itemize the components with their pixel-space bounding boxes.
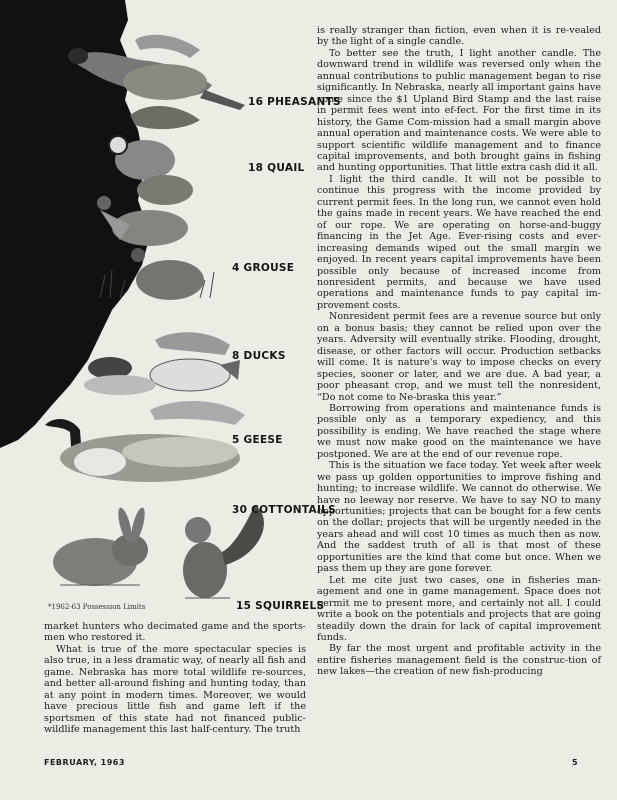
game-limits-illustration xyxy=(0,0,341,620)
limit-label-pheasants: 16 PHEASANTS xyxy=(248,96,341,108)
paragraph: I light the third candle. It will not be possible to continue this progress with the income provided by current permit fees. In the long run, we cannot even hold the gains made in recent years. We have reached the end of our rope. We are operating on horse-and-buggy financing in the Jet Age. Ever-rising costs and ever-increasing demands wiped out the small margin we enjoyed. In recent years capital improvements have been possible only because of increased income from nonresident permits, and because we have used operations and maintenance funds to pay capital im-provement costs. xyxy=(317,173,601,311)
paragraph: This is the situation we face today. Yet week after week we pass up golden opportunities to improve fishing and hunting; to increase wildlife. We cannot do otherwise. We have no leeway nor reserve. We have to say NO to many opportunities; projects that can be bought for a few cents on the dollar; projects that will be urgently needed in the years ahead and will cost 10 times as much then as now. And the saddest truth of all is that most of these opportunities are the kind that come but once. When we pass them up they are gone forever. xyxy=(317,460,601,575)
issue-date: FEBRUARY, 1963 xyxy=(44,758,125,767)
limit-label-ducks: 8 DUCKS xyxy=(232,350,286,362)
squirrel-drawing xyxy=(183,505,264,598)
possession-limits-footnote: *1962-63 Possession Limits xyxy=(48,603,146,611)
left-text-column xyxy=(44,621,306,736)
wildlife-drawing xyxy=(0,0,305,620)
paragraph: Let me cite just two cases, one in fisheries man-agement and one in game management. Space does not permit me to present more, and certainly not all. I could write a book on the potentials and projects that are going steadily down the drain for lack of capital improvement funds. xyxy=(317,574,601,644)
limit-label-cottontails: 30 COTTONTAILS xyxy=(232,504,337,516)
paragraph: market hunters who decimated game and the sports-men who restored it. xyxy=(44,621,306,644)
page-number: 5 xyxy=(572,758,579,767)
paragraph: What is true of the more spectacular species is also true, in a less dramatic way, of nearly all fish and game. Nebraska has more total wildlife re-sources, and better all-around fishing and hunting today, than at any point in modern times. Moreover, we would have precious little fish and game left if the sportsmen of this state had not financed public-wildlife management this last half-century. The truth xyxy=(44,643,307,736)
paragraph: By far the most urgent and profitable activity in the entire fisheries management field is the construc-tion of new lakes—the creation of new fish-producing xyxy=(317,643,601,678)
paragraph: To better see the truth, I light another candle. The downward trend in wildlife was reversed only when the annual contributions to public management began to rise significantly. In Nebraska, nearly all important gains have come since the $1 Upland Bird Stamp and the last raise in permit fees went into ef-fect. For the first time in its history, the Game Com-mission had a small margin above annual operation and maintenance costs. We were able to support scientific wildlife management and to finance capital improvements, and both brought gains in fishing and hunting opportunities. That little extra cash did it all. xyxy=(317,47,601,174)
paragraph: Borrowing from operations and maintenance funds is possible only as a temporary expediency, and this possibility is ending. We have reached the stage where we must now make good on the maintenance we have postponed. We are at the end of our revenue rope. xyxy=(317,402,601,460)
ducks-drawing xyxy=(84,332,240,395)
paragraph: Nonresident permit fees are a revenue source but only on a bonus basis; they cannot be relied upon over the years. Adversity will eventually strike. Flooding, drought, disease, or other factors will occur. Production setbacks will come. It is nature's way to impose checks on every species, sooner or later, and we are due. A bad year, a poor pheasant crop, and we must tell the nonresident, “Do not come to Ne-braska this year.” xyxy=(317,311,601,403)
cottontail-drawing xyxy=(53,506,148,586)
paragraph: is really stranger than fiction, even when it is re-vealed by the light of a single candle. xyxy=(317,25,601,48)
limit-label-squirrels: 15 SQUIRRELS xyxy=(236,600,325,612)
limit-label-geese: 5 GEESE xyxy=(232,434,283,446)
right-text-column xyxy=(317,25,601,678)
limit-label-quail: 18 QUAIL xyxy=(248,162,305,174)
limit-label-grouse: 4 GROUSE xyxy=(232,262,295,274)
goose-drawing xyxy=(45,401,245,482)
